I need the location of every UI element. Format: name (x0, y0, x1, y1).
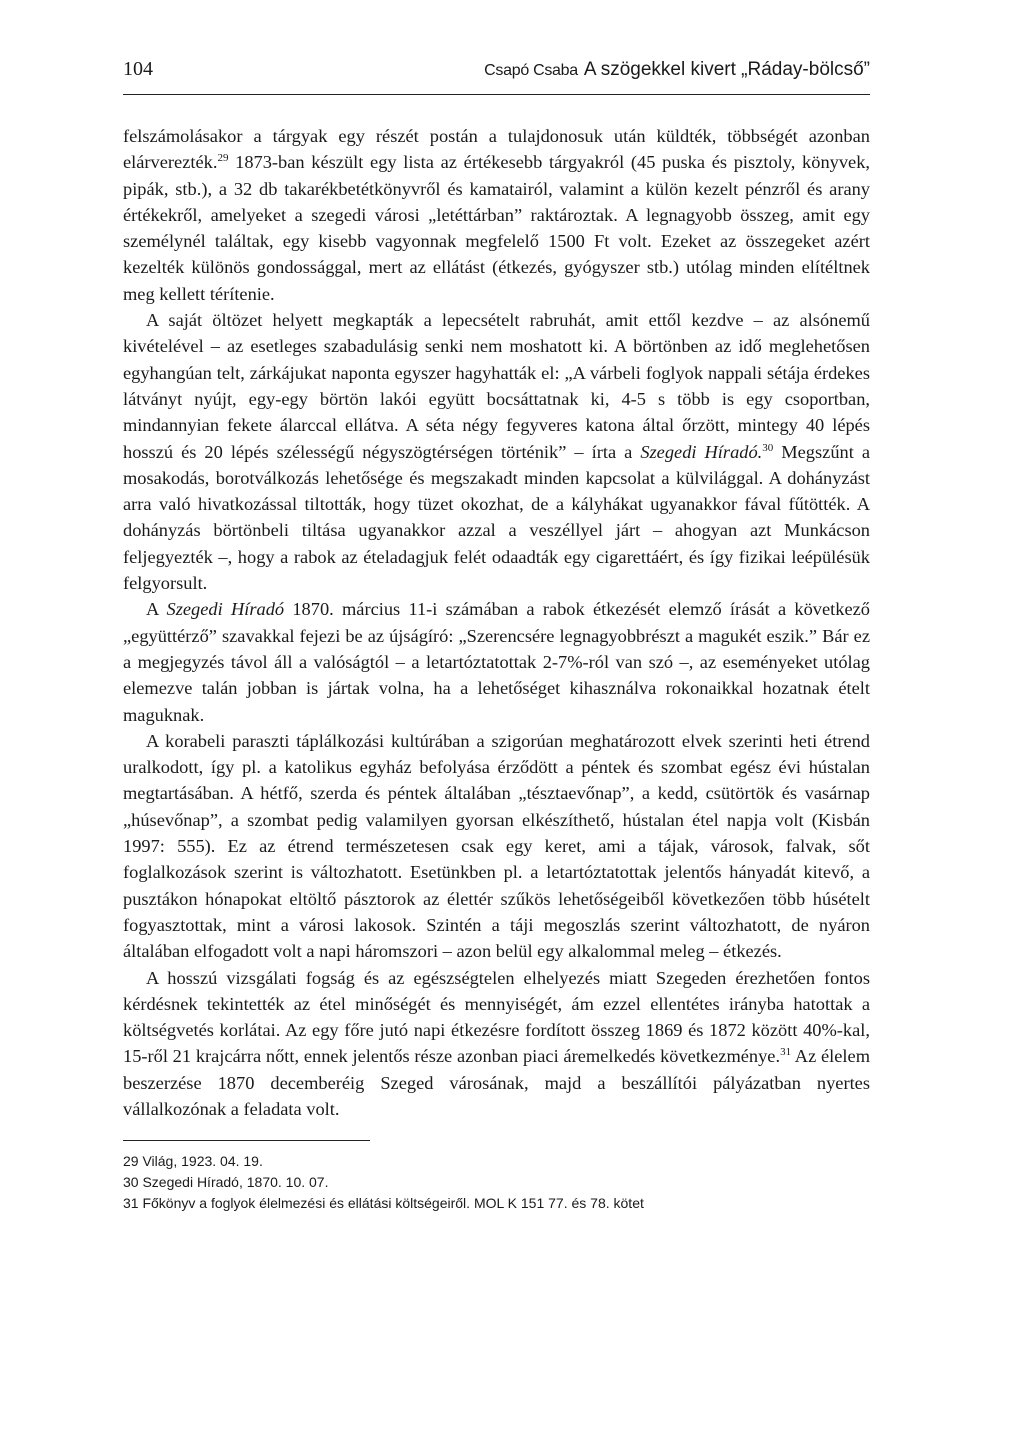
body-paragraph (123, 728, 870, 965)
running-author: Csapó Csaba (484, 62, 578, 79)
body-text (123, 123, 870, 1122)
footnote-reference: 31 (780, 1046, 792, 1059)
body-paragraph (123, 596, 870, 727)
document-page (123, 58, 870, 1214)
running-article-title: A szögekkel kivert „Ráday-bölcső” (583, 59, 870, 80)
text-run: Az élelem beszerzése 1870 decemberéig Szeged városának, majd a beszállítói pályázatban nyertes vállalkozónak a feladata volt. (123, 1046, 871, 1119)
text-run: felszámolásakor a tárgyak egy részét postán a tulajdonosuk után küldték, többségét azonban elárverezték. (123, 126, 870, 173)
running-title (484, 59, 870, 81)
text-run: 1870. március 11-i számában a rabok étkezését elemző írását a következő „együttérző” szavakkal fejezi be az újságíró: „Szerencsére legnagyobbrészt a magukét eszik.” Bár ez a megjegyzés távol áll a valóságtól – a letartóztatottak 2-7%-ról van szó –, az eseményeket utólag elemezve talán jobban is jártak volna, ha a lehetőséget kihasználva rokonaikkal hozatnak ételt maguknak. (123, 599, 870, 725)
body-paragraph (123, 307, 870, 596)
text-run: A (146, 599, 167, 620)
italic-text: Szegedi Híradó. (640, 441, 763, 462)
text-run: Megszűnt a mosakodás, borotválkozás lehetősége és megszakadt minden kapcsolat a külvilággal. A dohányzást arra való hivatkozással tiltották, hogy tüzet okozhat, de a kályhákat ugyanakkor fával fűtötték. A dohányzás börtönbeli tiltása ugyanakkor azzal a veszéllyel járt – ahogyan azt Munkácson feljegyezték –, hogy a rabok az ételadagjuk felét odaadták egy cigarettáért, és így fizikai leépülésük felgyorsult. (123, 441, 870, 594)
footnote-30: 30 Szegedi Híradó, 1870. 10. 07. (123, 1174, 329, 1191)
footnote-reference: 30 (762, 441, 774, 454)
page-number: 104 (123, 58, 153, 80)
footnotes (123, 1151, 870, 1214)
body-paragraph (123, 965, 870, 1123)
footnote-29: 29 Világ, 1923. 04. 19. (123, 1153, 263, 1170)
body-paragraph (123, 123, 870, 307)
footnote-reference: 29 (217, 152, 229, 165)
text-run: A hosszú vizsgálati fogság és az egészségtelen elhelyezés miatt Szegeden érezhetően fontos kérdésnek tekintették az étel minőségét és mennyiségét, ám ezzel ellentétes irányba hatottak a költségvetés korlátai. Az egy főre jutó napi étkezésre fordított összeg 1869 és 1872 között 40%-kal, 15-ről 21 krajcárra nőtt, ennek jelentős része azonban piaci áremelkedés következménye. (123, 967, 870, 1067)
footnote-rule (123, 1140, 370, 1141)
footnote-31: 31 Főkönyv a foglyok élelmezési és ellátási költségeiről. MOL K 151 77. és 78. kötet (123, 1195, 644, 1212)
header-rule (123, 94, 870, 95)
italic-text: Szegedi Híradó (166, 599, 285, 620)
running-header (123, 58, 870, 90)
text-run: 1873-ban készült egy lista az értékesebb tárgyakról (45 puska és pisztoly, könyvek, pipák, stb.), a 32 db takarékbetétkönyvről és kamatairól, valamint a külön kezelt pénzről és arany értékekről, amelyeket a szegedi városi „letéttárban” raktároztak. A legnagyobb összeg, amit egy személynél találtak, egy kisebb vagyonnak megfelelő 1500 Ft volt. Ezeket az összegeket azért kezelték különös gondossággal, mert az ellátást (étkezés, gyógyszer stb.) utólag minden elítéltnek meg kellett térítenie. (123, 152, 870, 304)
text-run: A korabeli paraszti táplálkozási kultúrában a szigorúan meghatározott elvek szerinti heti étrend uralkodott, így pl. a katolikus egyház befolyása érződött a péntek és szombat egész évi hústalan megtartásában. A hétfő, szerda és péntek általában „tésztaevőnap”, a kedd, csütörtök és vasárnap „húsevőnap”, a szombat pedig valamilyen gyorsan elkészíthető, hústalan étel napja volt (Kisbán 1997: 555). Ez az étrend természetesen csak egy keret, ami a tájak, városok, falvak, sőt foglalkozások szerint is változhatott. Esetünkben pl. a letartóztatottak jelentős hányadát kitevő, a pusztákon hónapokat eltöltő pásztorok az élettér szűkös lehetőségeiből következően több húsételt fogyasztottak, mint a városi lakosok. Szintén a táji megoszlás szerint változhatott, de nyáron általában elfogadott volt a napi háromszori – azon belül egy alkalommal meleg – étkezés. (123, 730, 870, 962)
text-run: A saját öltözet helyett megkapták a lepecsételt rabruhát, amit ettől kezdve – az alsónemű kivételével – az esetleges szabadulásig senki nem moshatott ki. A börtönben az idő meglehetősen egyhangúan telt, zárkájukat naponta egyszer hagyhatták el: „A várbeli foglyok nappali sétája érdekes látványt nyújt, egy-egy börtön lakói együtt bocsáttatnak ki, 4-5 s több is egy csoportban, mindannyian fekete álarccal ellátva. A séta négy fegyveres katona által őrzött, mintegy 40 lépés hosszú és 20 lépés szélességű négyszögtérségen történik” – írta a (123, 310, 870, 462)
